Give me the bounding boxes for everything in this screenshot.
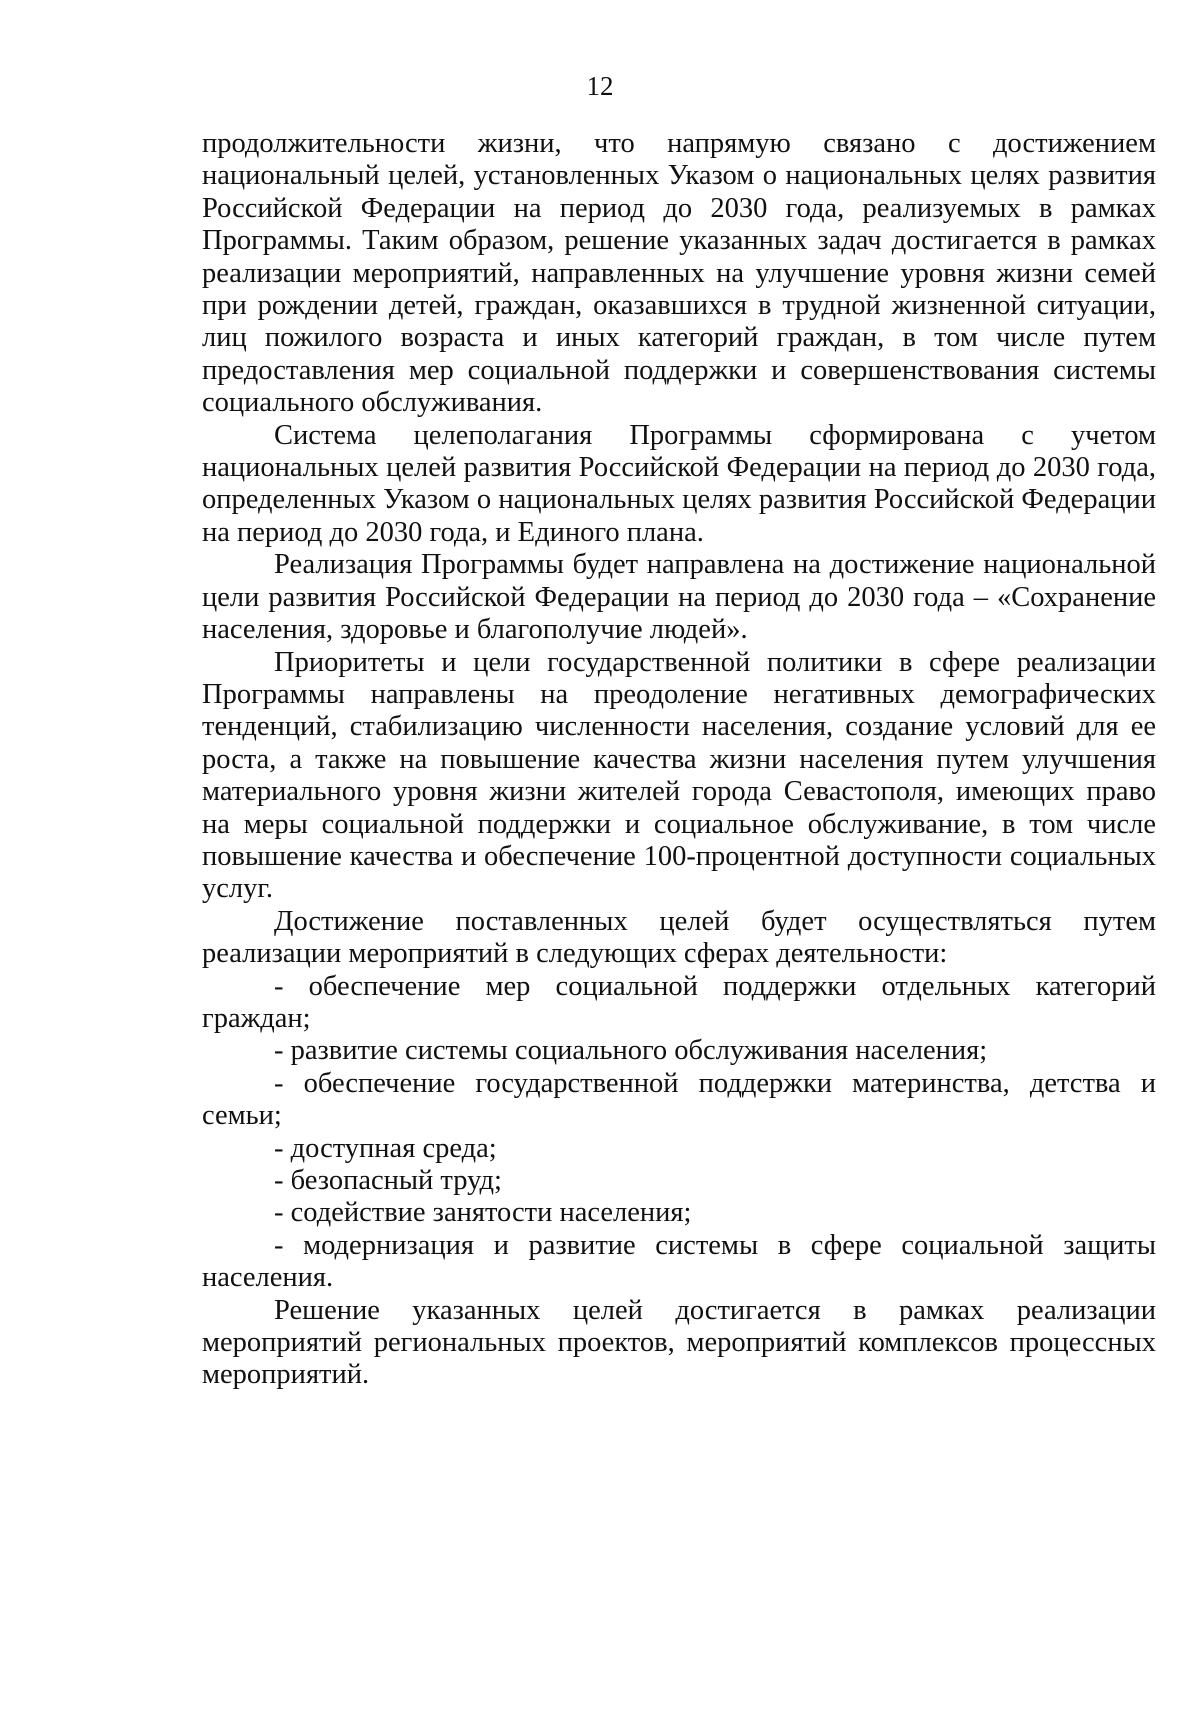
list-item: - доступная среда; <box>274 1132 497 1164</box>
page-number: 12 <box>586 71 614 101</box>
paragraph-2: Система целеполагания Программы сформирована с учетом национальных целей развития Российской Федерации на период до 2030 года, определенных Указом о национальных целях развития Российской Федерации на период до 2030 года, и Единого плана. <box>202 419 1156 548</box>
paragraph-5: Достижение поставленных целей будет осуществляться путем реализации мероприятий в следующих сферах деятельности: <box>202 905 1156 970</box>
closing-paragraph: Решение указанных целей достигается в рамках реализации мероприятий региональных проектов, мероприятий комплексов процессных мероприятий. <box>202 1294 1156 1391</box>
paragraph-4: Приоритеты и цели государственной политики в сфере реализации Программы направлены на преодоление негативных демографических тенденций, стабилизацию численности населения, создание условий для ее роста, а также на повышение качества жизни населения путем улучшения материального уровня жизни жителей города Севастополя, имеющих право на меры социальной поддержки и социальное обслуживание, в том числе повышение качества и обеспечение 100-процентной доступности социальных услуг. <box>202 646 1156 905</box>
list-item: - обеспечение мер социальной поддержки отдельных категорий граждан; <box>202 970 1156 1034</box>
document-body <box>202 128 1156 1392</box>
list-item: - содействие занятости населения; <box>274 1197 692 1229</box>
list-item: - модернизация и развитие системы в сфере социальной защиты населения. <box>202 1229 1156 1294</box>
paragraph-1: продолжительности жизни, что напрямую связано с достижением национальный целей, установленных Указом о национальных целях развития Российской Федерации на период до 2030 года, реализуемых в рамках Программы. Таким образом, решение указанных задач достигается в рамках реализации мероприятий, направленных на улучшение уровня жизни семей при рождении детей, граждан, оказавшихся в трудной жизненной ситуации, лиц пожилого возраста и иных категорий граждан, в том числе путем предоставления мер социальной поддержки и совершенствования системы социального обслуживания. <box>202 128 1156 419</box>
list-item: - развитие системы социального обслуживания населения; <box>274 1035 988 1067</box>
paragraph-3: Реализация Программы будет направлена на достижение национальной цели развития Российской Федерации на период до 2030 года – «Сохранение населения, здоровье и благополучие людей». <box>202 549 1156 646</box>
list-item: - обеспечение государственной поддержки материнства, детства и семьи; <box>202 1067 1156 1132</box>
list-item: - безопасный труд; <box>274 1165 502 1196</box>
